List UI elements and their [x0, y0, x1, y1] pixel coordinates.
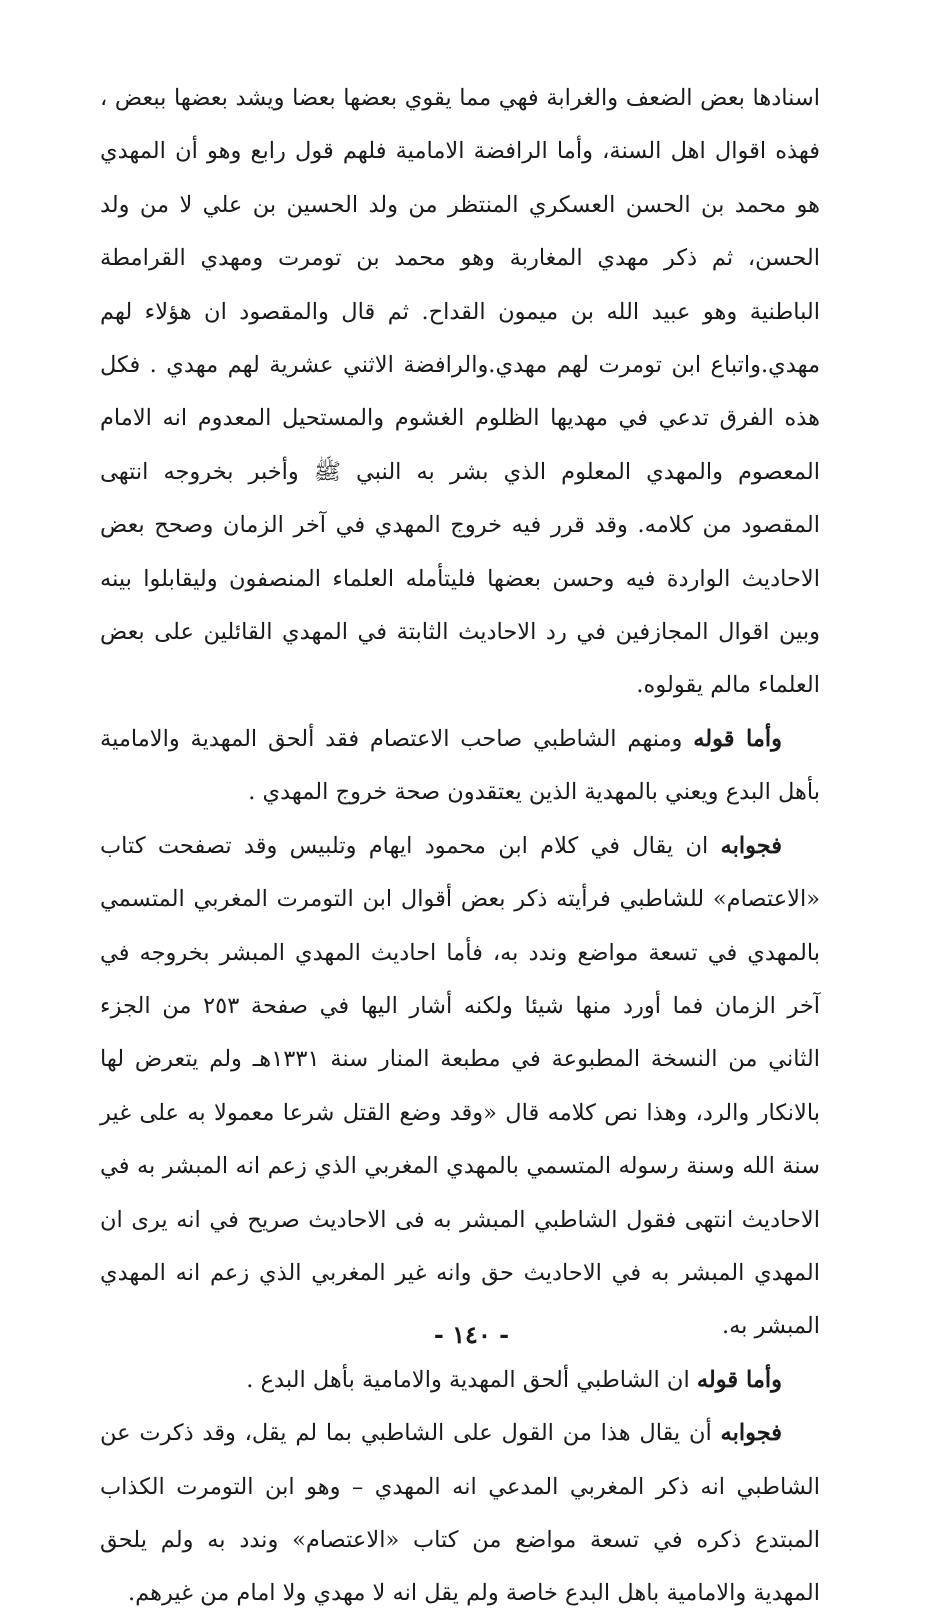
paragraph-3 [100, 820, 820, 1354]
paragraph-4 [100, 1354, 820, 1407]
paragraph-text: أن يقال هذا من القول على الشاطبي بما لم يقل، وقد ذكرت عن الشاطبي انه ذكر المغربي المدعي انه المهدي – وهو ابن التومرت الكذاب المبتدع ذكره في تسعة مواضع من كتاب «الاعتصام» وندد به ولم يلحق المهدية والامامية باهل البدع خاصة ولم يقل انه لا مهدي ولا امام من غيرهم. [100, 1420, 820, 1607]
paragraph-text: ان الشاطبي ألحق المهدية والامامية بأهل البدع . [246, 1366, 697, 1393]
paragraph-2 [100, 713, 820, 820]
page-body [100, 72, 820, 1621]
paragraph-text: ان يقال في كلام ابن محمود ايهام وتلبيس وقد تصفحت كتاب «الاعتصام» للشاطبي فرأيته ذكر بعض أقوال ابن التومرت المغربي المتسمي بالمهدي في تسعة مواضع وندد به، فأما احاديث المهدي المبشر بخروجه في آخر الزمان فما أورد منها شيئا ولكنه أشار اليها في صفحة ٢٥٣ من الجزء الثاني من النسخة المطبوعة في مطبعة المنار سنة ١٣٣١هـ ولم يتعرض لها بالانكار والرد، وهذا نص كلامه قال «وقد وضع القتل شرعا معمولا به على غير سنة الله وسنة رسوله المتسمي بالمهدي المغربي الذي زعم انه المبشر به في الاحاديث انتهى فقول الشاطبي المبشر به فى الاحاديث صريح في انه يرى ان المهدي المبشر به في الاحاديث حق وانه غير المغربي الذي زعم انه المهدي المبشر به. [100, 832, 821, 1340]
paragraph-lead: وأما قوله [693, 725, 783, 752]
page-number: - ١٤٠ - [433, 1320, 510, 1349]
paragraph-text: ومنهم الشاطبي صاحب الاعتصام فقد ألحق المهدية والامامية بأهل البدع ويعني بالمهدية الذين يعتقدون صحة خروج المهدي . [100, 725, 820, 806]
paragraph-lead: فجوابه [720, 1420, 782, 1447]
paragraph-lead: فجوابه [720, 832, 782, 859]
paragraph-1 [100, 72, 820, 713]
paragraph-text: اسنادها بعض الضعف والغرابة فهي مما يقوي بعضها بعضا ويشد بعضها ببعض ، فهذه اقوال اهل السنة، وأما الرافضة الامامية فلهم قول رابع وهو أن المهدي هو محمد بن الحسن العسكري المنتظر من ولد الحسين بن علي لا من ولد الحسن، ثم ذكر مهدي المغاربة وهو محمد بن تومرت ومهدي القرامطة الباطنية وهو عبيد الله بن ميمون القداح. ثم قال والمقصود ان هؤلاء لهم مهدي.واتباع ابن تومرت لهم مهدي.والرافضة الاثني عشرية لهم مهدي . فكل هذه الفرق تدعي في مهديها الظلوم الغشوم والمستحيل المعدوم انه الامام المعصوم والمهدي المعلوم الذي بشر به النبي ﷺ وأخبر بخروجه انتهى المقصود من كلامه. وقد قرر فيه خروج المهدي في آخر الزمان وصحح بعض الاحاديث الواردة فيه وحسن بعضها فليتأمله العلماء المنصفون وليقابلوا بينه وبين اقوال المجازفين في رد الاحاديث الثابتة في المهدي القائلين على بعض العلماء مالم يقولوه. [100, 85, 820, 699]
paragraph-5 [100, 1407, 820, 1621]
paragraph-lead: وأما قوله [696, 1366, 782, 1393]
